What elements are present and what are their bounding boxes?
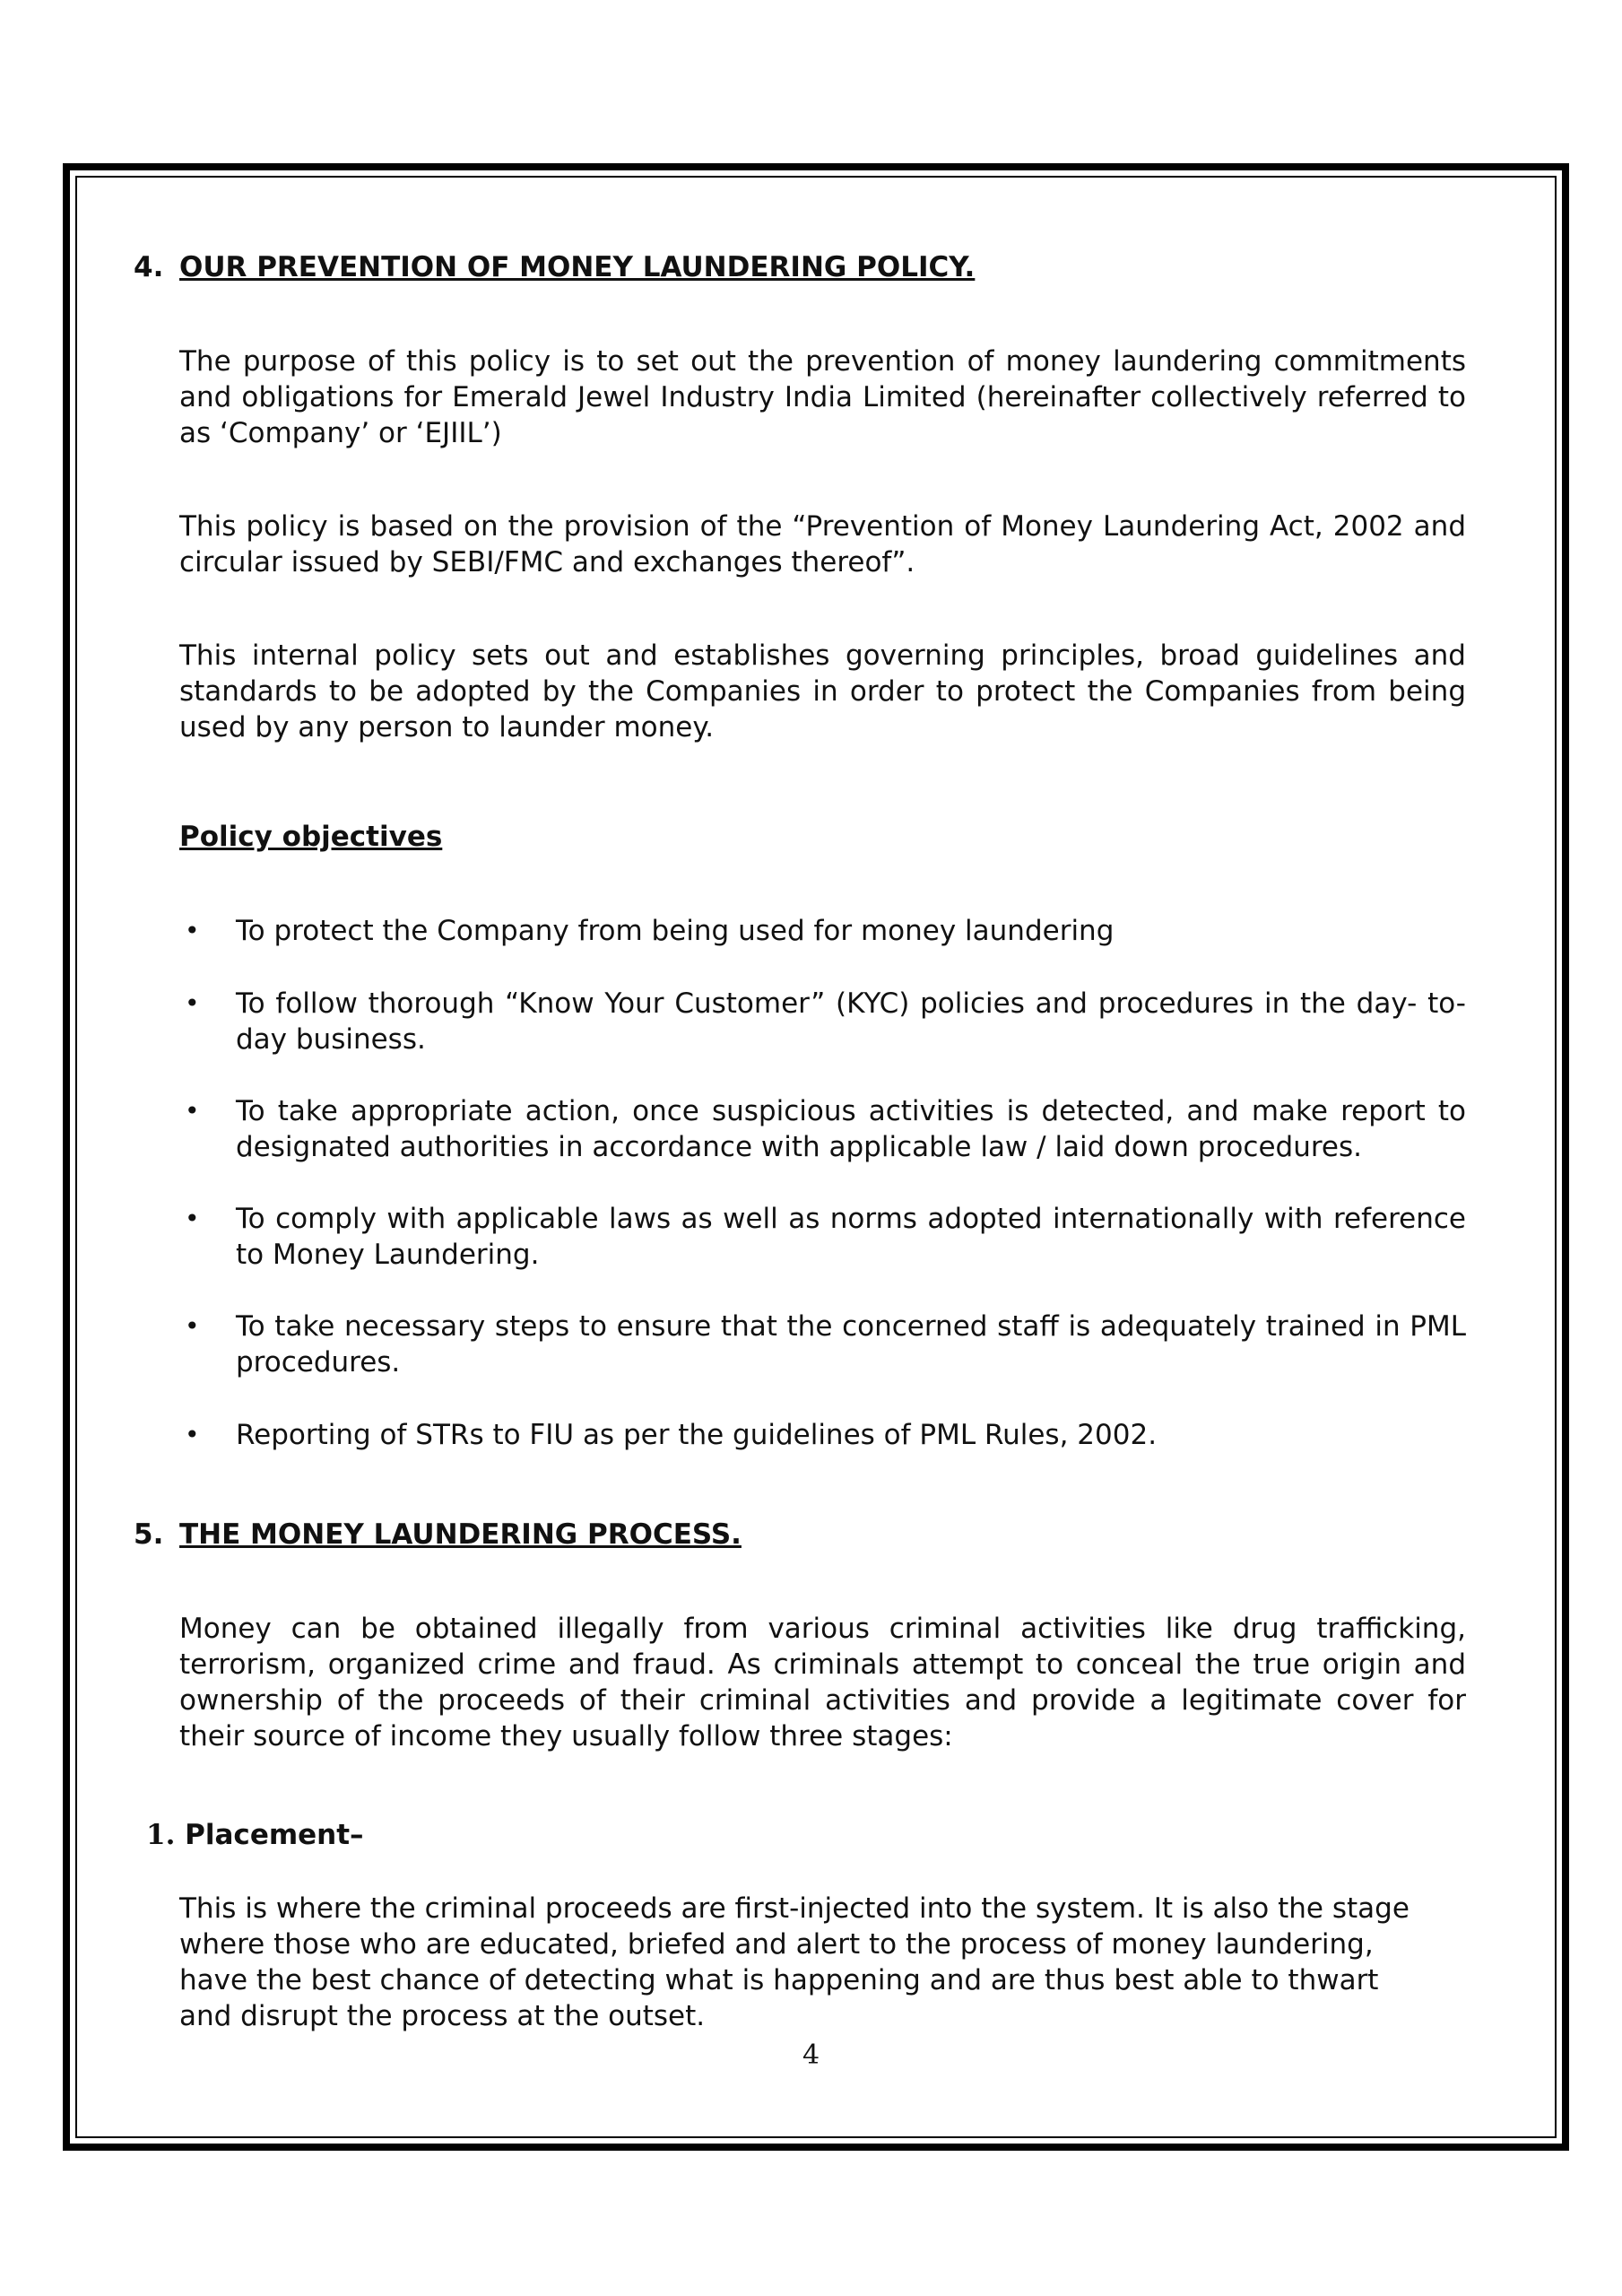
section-4-number: 4. [134,251,164,283]
bullet-icon: • [185,1204,200,1233]
bullet-icon: • [185,1311,200,1341]
section-5-paragraph: Money can be obtained illegally from various criminal activities like drug trafficking, terrorism, organized crime and fraud. As criminals attempt to conceal the true origin and ownership of the proceeds of their criminal activities and provide a legitimate cover for their source of income they usually follow three stages: [179,1613,1466,1752]
objective-text: To protect the Company from being used for money laundering [236,915,1115,947]
section-5-number: 5. [134,1518,164,1551]
stage-1-text: This is where the criminal proceeds are first-injected into the system. It is also the stage where those who are educated, briefed and alert to the process of money laundering, have the best chance of detecting what is happening and are thus best able to thwart and disrupt the process at the outset. [179,1892,1409,2032]
stage-1-number: 1. [146,1819,176,1851]
bullet-icon: • [185,1096,200,1126]
stage-1-title: Placement– [185,1819,364,1851]
section-4-title: OUR PREVENTION OF MONEY LAUNDERING POLICY. [179,251,976,283]
bullet-icon: • [185,916,200,945]
bullet-icon: • [185,988,200,1018]
objective-text: To follow thorough “Know Your Customer” (KYC) policies and procedures in the day- to-day business. [236,987,1466,1056]
page-number: 4 [802,2039,820,2071]
objective-text: To comply with applicable laws as well as norms adopted internationally with reference to Money Laundering. [236,1203,1466,1271]
objective-text: Reporting of STRs to FIU as per the guidelines of PML Rules, 2002. [236,1419,1158,1451]
section-5-title: THE MONEY LAUNDERING PROCESS. [179,1518,742,1551]
policy-objectives-heading: Policy objectives [179,821,443,853]
section-4-paragraph-2: This policy is based on the provision of the “Prevention of Money Laundering Act, 2002 and circular issued by SEBI/FMC and exchanges thereof”. [179,510,1466,578]
objective-text: To take appropriate action, once suspicious activities is detected, and make report to designated authorities in accordance with applicable law / laid down procedures. [236,1095,1466,1163]
section-4-paragraph-1: The purpose of this policy is to set out the prevention of money laundering commitments and obligations for Emerald Jewel Industry India Limited (hereinafter collectively referred to as ‘Company’ or ‘EJIIL’) [179,345,1466,449]
stage-1-heading [146,1819,364,1851]
section-4-paragraph-3: This internal policy sets out and establishes governing principles, broad guidelines and standards to be adopted by the Companies in order to protect the Companies from being used by any person to launder money. [179,639,1466,744]
objective-text: To take necessary steps to ensure that the concerned staff is adequately trained in PML procedures. [236,1310,1466,1378]
bullet-icon: • [185,1420,200,1449]
